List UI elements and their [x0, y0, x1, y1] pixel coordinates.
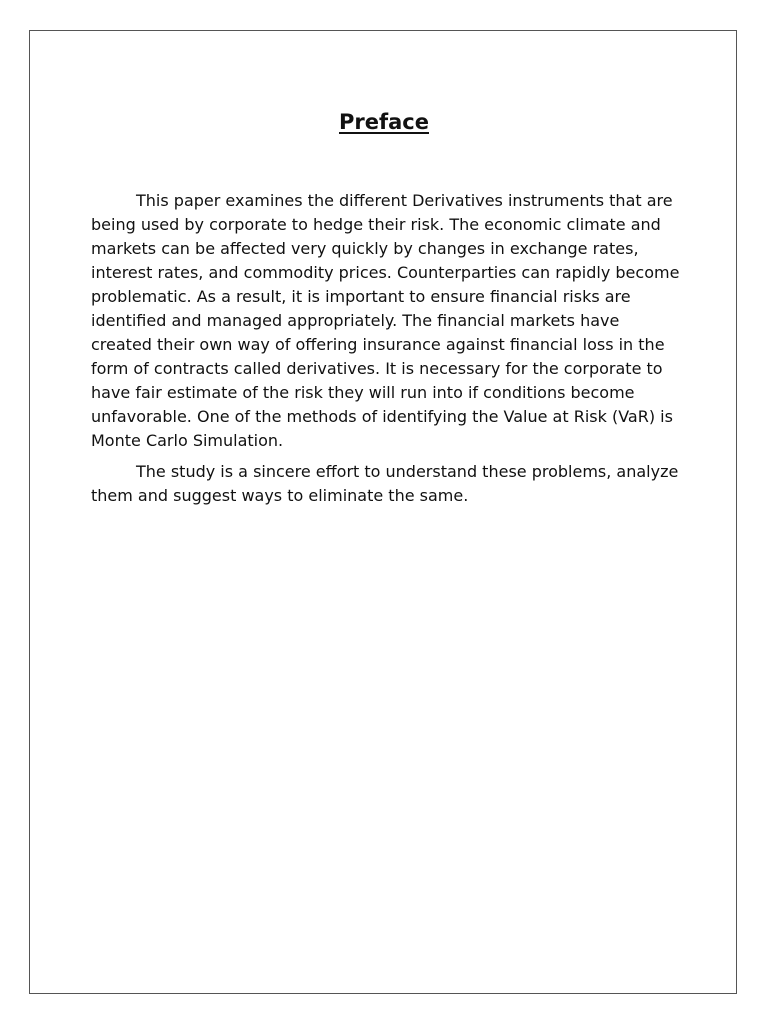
page-title: Preface — [339, 110, 429, 134]
preface-body — [91, 189, 681, 508]
page-border — [29, 30, 737, 994]
paragraph-study: The study is a sincere effort to understand these problems, analyze them and suggest ways to eliminate the same. — [91, 462, 679, 505]
paragraph-intro: This paper examines the different Derivatives instruments that are being used by corporate to hedge their risk. The economic climate and markets can be affected very quickly by changes in exchange rates, interest rates, and commodity prices. Counterparties can rapidly become problematic. As a result, it is important to ensure financial risks are identified and managed appropriately. The financial markets have created their own way of offering insurance against financial loss in the form of contracts called derivatives. It is necessary for the corporate to have fair estimate of the risk they will run into if conditions become unfavorable. One of the methods of identifying the Value at Risk (VaR) is Monte Carlo Simulation. — [91, 191, 680, 450]
